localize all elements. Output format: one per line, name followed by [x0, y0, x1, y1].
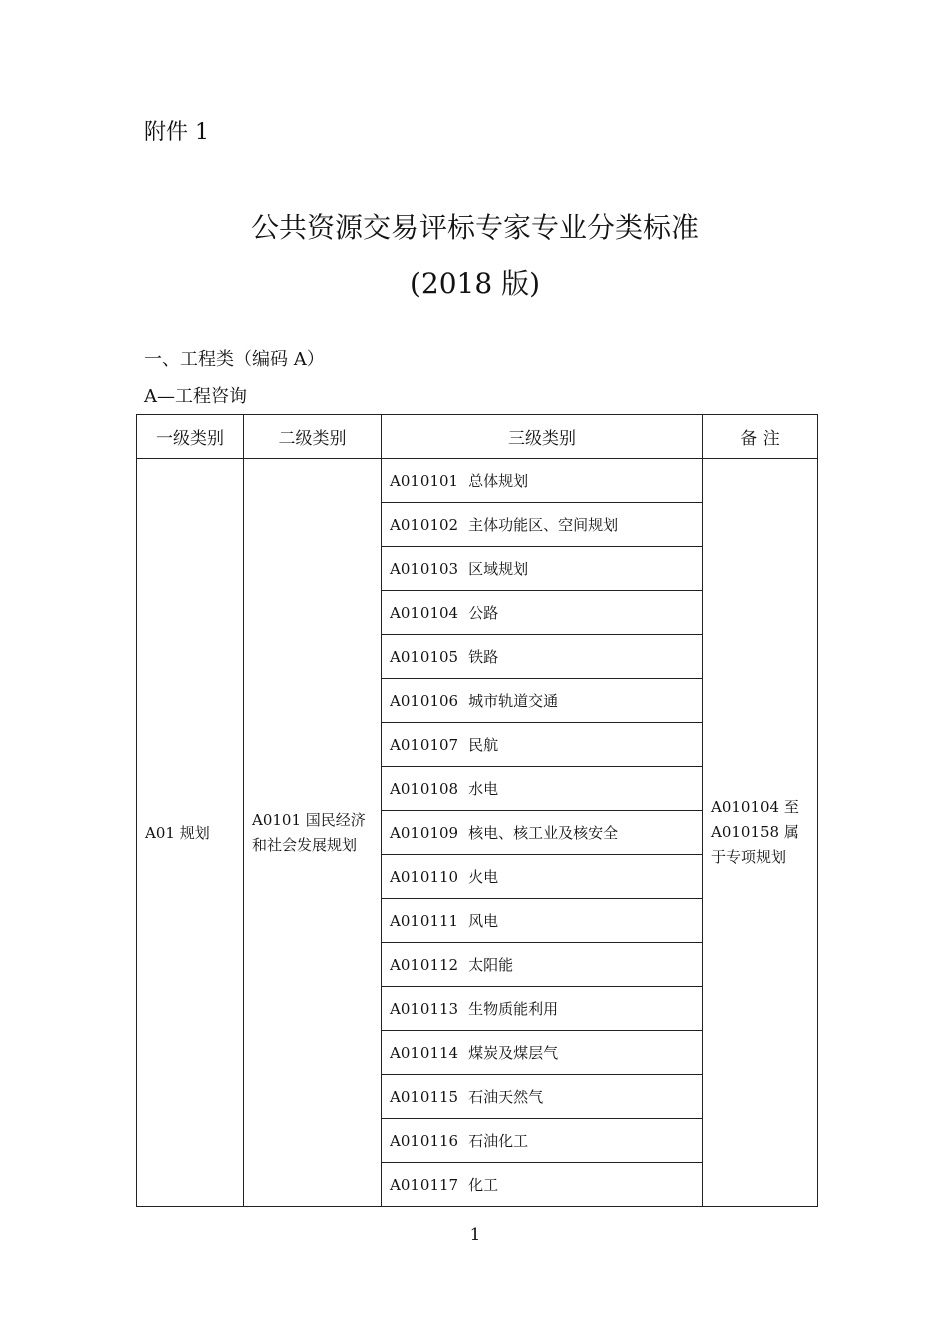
level3-category [382, 899, 703, 943]
category-name: 煤炭及煤层气 [468, 1044, 559, 1062]
category-name: 总体规划 [468, 472, 529, 490]
document-edition: (2018 版) [409, 267, 540, 300]
level3-category [382, 1031, 703, 1075]
column-header-level2: 二级类别 [244, 415, 382, 459]
category-code: A010110 [390, 868, 459, 886]
attachment-label: 附件 1 [144, 120, 209, 145]
category-name: 石油天然气 [468, 1088, 544, 1106]
category-name: 公路 [468, 604, 499, 622]
category-code: A010107 [390, 736, 459, 754]
category-code: A010114 [390, 1044, 459, 1062]
level3-category [382, 635, 703, 679]
level1-category: A01 规划 [137, 459, 244, 1207]
document-title: 公共资源交易评标专家专业分类标准 [250, 211, 699, 244]
subsection-heading: A—工程咨询 [144, 386, 247, 407]
page-number: 1 [469, 1225, 481, 1245]
category-name: 生物质能利用 [468, 1000, 559, 1018]
level3-category [382, 855, 703, 899]
category-code: A010117 [390, 1176, 459, 1194]
level3-category [382, 679, 703, 723]
category-name: 火电 [468, 868, 499, 886]
category-code: A010102 [390, 516, 459, 534]
table-header-row [137, 415, 818, 459]
category-name: 区域规划 [468, 560, 529, 578]
category-code: A010113 [390, 1000, 459, 1018]
category-name: 核电、核工业及核安全 [468, 824, 619, 842]
category-name: 石油化工 [468, 1132, 529, 1150]
category-code: A010115 [390, 1088, 459, 1106]
category-name: 水电 [468, 780, 499, 798]
category-code: A010116 [390, 1132, 459, 1150]
category-code: A010112 [390, 956, 459, 974]
category-code: A010104 [390, 604, 459, 622]
level3-category [382, 987, 703, 1031]
level3-category [382, 459, 703, 503]
remark-cell: A010104 至 A010158 属于专项规划 [703, 459, 818, 1207]
category-code: A010103 [390, 560, 459, 578]
category-name: 民航 [468, 736, 499, 754]
level3-category [382, 943, 703, 987]
table-row [137, 459, 818, 503]
column-header-level1: 一级类别 [137, 415, 244, 459]
category-code: A010108 [390, 780, 459, 798]
level3-category [382, 1119, 703, 1163]
category-name: 化工 [468, 1176, 499, 1194]
category-code: A010111 [390, 912, 459, 930]
level3-category [382, 723, 703, 767]
level2-category: A0101 国民经济和社会发展规划 [244, 459, 382, 1207]
level3-category [382, 767, 703, 811]
level3-category [382, 503, 703, 547]
section-heading: 一、工程类（编码 A） [144, 349, 325, 370]
category-code: A010101 [390, 472, 459, 490]
table-body [137, 459, 818, 1207]
level3-category [382, 591, 703, 635]
category-name: 太阳能 [468, 956, 514, 974]
category-name: 主体功能区、空间规划 [468, 516, 619, 534]
classification-table [136, 414, 818, 1207]
level3-category [382, 811, 703, 855]
category-name: 风电 [468, 912, 499, 930]
category-name: 铁路 [468, 648, 499, 666]
category-code: A010106 [390, 692, 459, 710]
level3-category [382, 547, 703, 591]
category-code: A010105 [390, 648, 459, 666]
level3-category [382, 1163, 703, 1207]
category-name: 城市轨道交通 [468, 692, 559, 710]
category-code: A010109 [390, 824, 459, 842]
column-header-level3: 三级类别 [382, 415, 703, 459]
level3-category [382, 1075, 703, 1119]
column-header-note: 备 注 [703, 415, 818, 459]
